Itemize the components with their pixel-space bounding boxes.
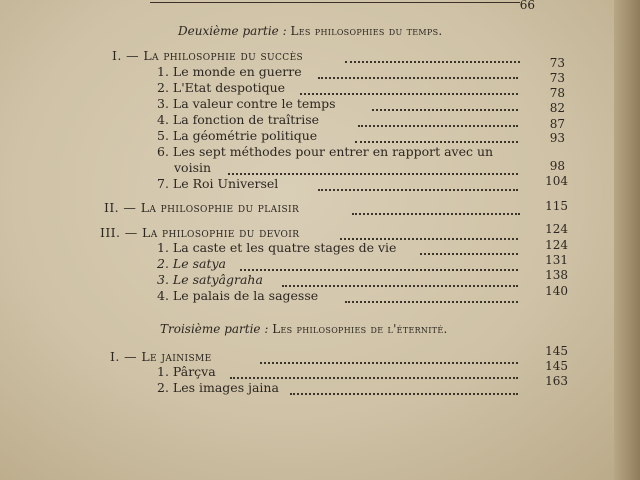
leader — [318, 76, 518, 79]
section3-title: III. — La philosophie du devoir — [100, 225, 300, 240]
leader — [282, 284, 518, 287]
toc-item: 2. Le satya — [157, 256, 226, 271]
toc-page: 138 — [545, 268, 568, 282]
toc-page: 163 — [545, 374, 568, 388]
leader — [420, 252, 518, 255]
toc-page: 78 — [549, 86, 565, 100]
leader — [228, 172, 518, 175]
section4-page: 145 — [545, 344, 568, 358]
toc-page: 131 — [545, 253, 568, 267]
section1-page: 73 — [549, 56, 565, 70]
toc-item: 2. Les images jaina — [157, 380, 279, 395]
leader — [260, 361, 518, 364]
leader — [230, 376, 518, 379]
top-page-number: 66 — [519, 0, 535, 12]
toc-item: 5. La géométrie politique — [157, 128, 318, 143]
leader — [300, 92, 518, 95]
toc-item: 3. La valeur contre le temps — [157, 96, 336, 111]
part3-heading-italic: Troisième partie : — [160, 322, 269, 336]
toc-item-continuation: voisin — [174, 160, 212, 175]
section3-page: 124 — [545, 222, 568, 236]
toc-page: 140 — [545, 284, 568, 298]
leader — [240, 268, 518, 271]
toc-item: 6. Les sept méthodes pour entrer en rapport avec un — [157, 144, 494, 159]
leader — [352, 212, 520, 215]
toc-item: 1. La caste et les quatre stages de vie — [157, 240, 397, 255]
toc-item: 3. Le satyâgraha — [157, 272, 263, 287]
toc-page: 82 — [549, 101, 565, 115]
toc-page: 93 — [549, 131, 565, 145]
page-edge — [614, 0, 640, 480]
part3-heading-caps: Les philosophies de l'éternité. — [272, 322, 448, 336]
leader — [290, 392, 518, 395]
toc-item: 4. Le palais de la sagesse — [157, 288, 319, 303]
toc-item: 1. Le monde en guerre — [157, 64, 302, 79]
section2-title: II. — La philosophie du plaisir — [104, 200, 300, 215]
toc-item: 2. L'Etat despotique — [157, 80, 286, 95]
toc-page: 98 — [549, 159, 565, 173]
toc-item: 7. Le Roi Universel — [157, 176, 279, 191]
section1-title-label: I. — La philosophie du succès — [112, 48, 304, 63]
toc-item: 1. Pârçva — [157, 364, 216, 379]
part2-heading-caps: Les philosophies du temps. — [290, 24, 443, 38]
toc-page: 73 — [549, 71, 565, 85]
leader — [345, 60, 520, 63]
leader — [358, 124, 518, 127]
part3-heading — [160, 322, 448, 336]
section4-title: I. — Le jainisme — [110, 349, 212, 364]
top-rule — [150, 2, 520, 3]
leader — [372, 108, 518, 111]
part2-heading — [178, 24, 443, 38]
section2-page: 115 — [545, 199, 568, 213]
toc-page: 145 — [545, 359, 568, 373]
leader — [318, 188, 518, 191]
part2-heading-italic: Deuxième partie : — [178, 24, 287, 38]
leader — [355, 140, 518, 143]
toc-item: 4. La fonction de traîtrise — [157, 112, 320, 127]
toc-page: 124 — [545, 238, 568, 252]
leader — [345, 300, 518, 303]
toc-page: 87 — [549, 117, 565, 131]
toc-page: 104 — [545, 174, 568, 188]
section1-title — [112, 48, 303, 64]
